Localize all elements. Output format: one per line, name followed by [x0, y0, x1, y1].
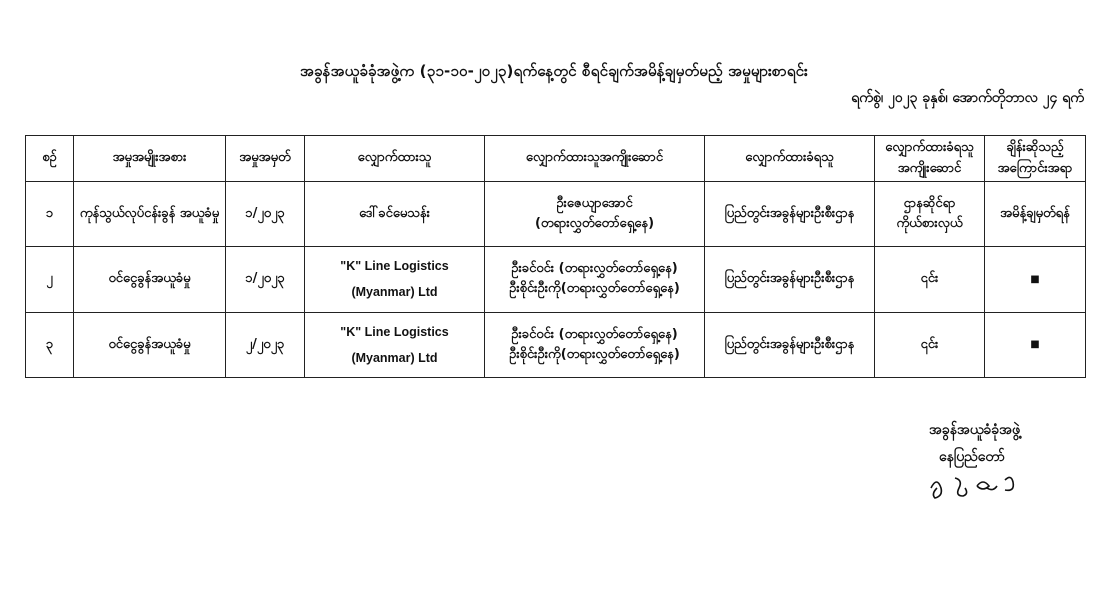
cell-case-no: ၁/၂၀၂၃ — [226, 247, 305, 312]
table-row — [26, 247, 1086, 312]
case-list-table — [25, 135, 1086, 378]
applicant-rep-line: ဦးစိုင်းဦးကို(တရားလွှတ်တော်ရှေ့နေ) — [509, 346, 680, 362]
applicant-rep-line: (တရားလွှတ်တော်ရှေ့နေ) — [534, 216, 655, 232]
applicant-line: (Myanmar) Ltd — [351, 285, 438, 300]
table-row — [26, 182, 1086, 247]
cell-applicant — [305, 312, 485, 377]
cell-respondent: ပြည်တွင်းအခွန်များဦးစီးဌာန — [705, 312, 875, 377]
signature-location: နေပြည်တော် — [939, 449, 1005, 465]
cell-case-type: ကုန်သွယ်လုပ်ငန်းခွန် အယူခံမှု — [74, 182, 226, 247]
table-header-row — [26, 136, 1086, 182]
header-respondent: လျှောက်ထားခံရသူ — [705, 136, 875, 182]
cell-subject: အမိန့်ချမှတ်ရန် — [985, 182, 1086, 247]
header-no: စဉ် — [26, 136, 74, 182]
cell-case-no: ၂/၂၀၂၃ — [226, 312, 305, 377]
cell-case-no: ၁/၂၀၂၃ — [226, 182, 305, 247]
header-case-type: အမှုအမျိုးအစား — [74, 136, 226, 182]
signature-office: အခွန်အယူခံခုံအဖွဲ့ — [929, 422, 1021, 438]
cell-respondent: ပြည်တွင်းအခွန်များဦးစီးဌာန — [705, 182, 875, 247]
header-applicant: လျှောက်ထားသူ — [305, 136, 485, 182]
applicant-line: "K" Line Logistics — [340, 324, 449, 339]
cell-respondent-rep: ၎င်း — [875, 312, 985, 377]
header-subject: ချိန်းဆိုသည့် အကြောင်းအရာ — [985, 136, 1086, 182]
handwritten-signature — [925, 466, 1025, 502]
applicant-line: "K" Line Logistics — [340, 259, 449, 274]
date-line: ရက်စွဲ၊ ၂၀၂၃ ခုနှစ်၊ အောက်တိုဘာလ ၂၄ ရက် — [851, 90, 1084, 106]
cell-applicant-rep — [485, 247, 705, 312]
cell-applicant-rep — [485, 182, 705, 247]
cell-no: ၃ — [26, 312, 74, 377]
cell-applicant — [305, 247, 485, 312]
cell-applicant-rep — [485, 312, 705, 377]
table-row — [26, 312, 1086, 377]
cell-subject: ■ — [985, 247, 1086, 312]
applicant-rep-line: ဦးဇေယျာအောင် — [556, 196, 633, 212]
cell-subject: ■ — [985, 312, 1086, 377]
header-applicant-rep: လျှောက်ထားသူအကျိုးဆောင် — [485, 136, 705, 182]
cell-no: ၁ — [26, 182, 74, 247]
cell-no: ၂ — [26, 247, 74, 312]
signature-block — [915, 420, 1085, 468]
applicant-rep-line: ဦးခင်ဝင်း (တရားလွှတ်တော်ရှေ့နေ) — [511, 261, 678, 277]
cell-case-type: ဝင်ငွေခွန်အယူခံမှု — [74, 312, 226, 377]
cell-respondent-rep: ၎င်း — [875, 247, 985, 312]
applicant-rep-line: ဦးခင်ဝင်း (တရားလွှတ်တော်ရှေ့နေ) — [511, 326, 678, 342]
cell-respondent-rep: ဌာနဆိုင်ရာ ကိုယ်စားလှယ် — [875, 182, 985, 247]
cell-case-type: ဝင်ငွေခွန်အယူခံမှု — [74, 247, 226, 312]
cell-applicant: ဒေါ်ခင်မေသန်း — [305, 182, 485, 247]
header-case-no: အမှုအမှတ် — [226, 136, 305, 182]
cell-respondent: ပြည်တွင်းအခွန်များဦးစီးဌာန — [705, 247, 875, 312]
applicant-line: (Myanmar) Ltd — [351, 350, 438, 365]
header-respondent-rep: လျှောက်ထားခံရသူ အကျိုးဆောင် — [875, 136, 985, 182]
applicant-rep-line: ဦးစိုင်းဦးကို(တရားလွှတ်တော်ရှေ့နေ) — [509, 281, 680, 297]
document-title: အခွန်အယူခံခုံအဖွဲ့က (၃၁-၁၀-၂၀၂၃)ရက်နေ့တွင် စီရင်ချက်အမိန့်ချမှတ်မည့် အမှုများစာရင်း — [300, 62, 808, 80]
